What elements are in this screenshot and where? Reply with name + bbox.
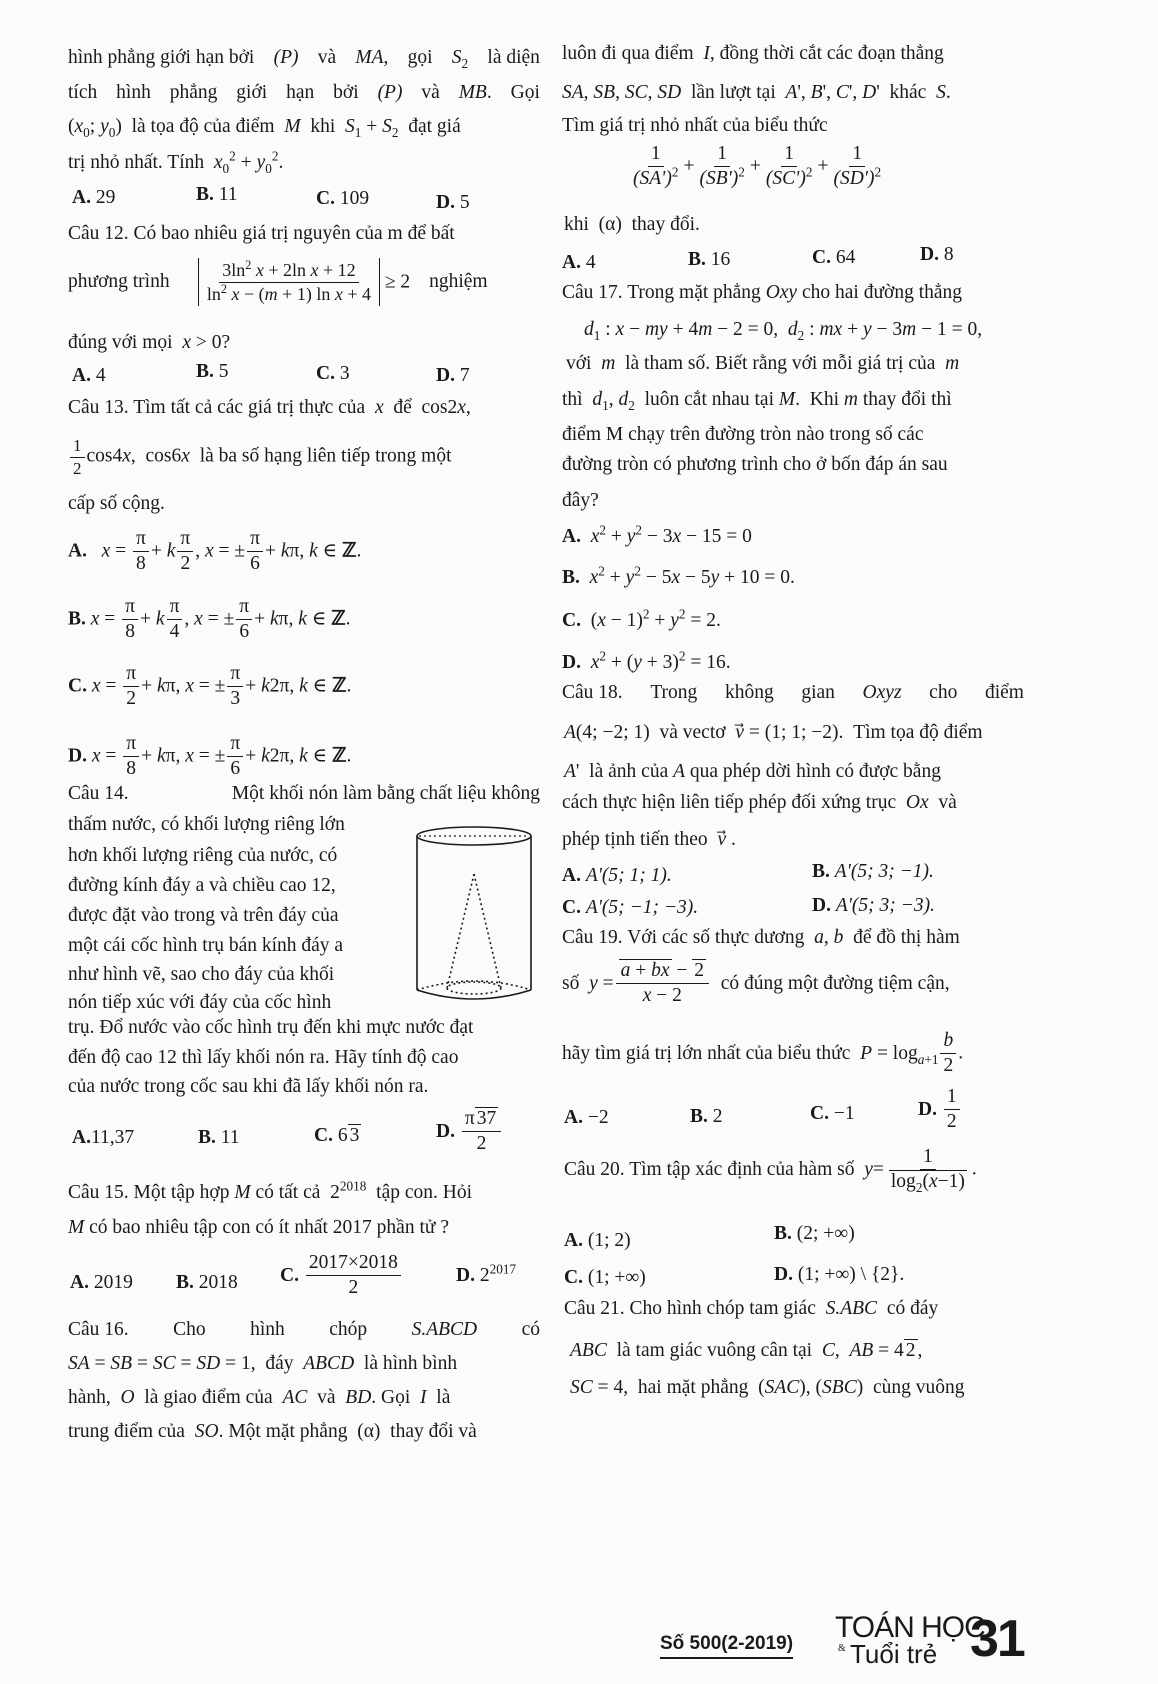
- q20-heading: Câu 20.: [564, 1159, 625, 1181]
- q13-option-b[interactable]: B. x = $\frac{\pi}{8}$ + k $\frac{\pi}{4}$ , x = ± $\frac{\pi}{6}$ + kπ, k ∈ ℤ.: [68, 596, 351, 643]
- q17-line-7: đây?: [562, 490, 599, 511]
- q18-line-5: phép tịnh tiến theo v⃗ .: [562, 829, 736, 850]
- q16-option-d[interactable]: D. 8: [920, 244, 954, 265]
- q14-line-5: được đặt vào trong và trên đáy của: [68, 905, 339, 926]
- q14-option-c[interactable]: C. 6 3: [314, 1125, 360, 1146]
- q16-line-3: hành, O là giao điểm của AC và BD. Gọi I là: [68, 1387, 451, 1408]
- cone-base: [447, 982, 501, 994]
- q17-option-b[interactable]: B. $x^2 + y^2 - 5x - 5y + 10 = 0$.: [562, 563, 795, 588]
- q18-line-3: A' là ảnh của A qua phép dời hình có được bằng: [564, 761, 941, 782]
- brand-ampersand: &: [838, 1643, 846, 1654]
- q18-option-b[interactable]: B. A'(5; 3; −1).: [812, 861, 934, 882]
- page-number: 31: [970, 1610, 1024, 1668]
- q16-heading: Câu 16.: [68, 1319, 129, 1340]
- q15-option-b[interactable]: B. 2018: [176, 1272, 238, 1293]
- q12-option-b[interactable]: B. 5: [196, 361, 229, 382]
- q17-line-4: thì $d_1$, $d_2$ luôn cắt nhau tại M. Khi m thay đổi thì: [562, 389, 952, 413]
- q15-option-a[interactable]: A. 2019: [70, 1272, 133, 1293]
- q16-tail-line-3: Tìm giá trị nhỏ nhất của biểu thức: [562, 115, 828, 136]
- q16-line-1: Câu 16. Cho hình chóp S.ABCD có: [68, 1319, 540, 1340]
- q20-option-c[interactable]: C. (1; +∞): [564, 1267, 646, 1288]
- page-footer: [660, 1610, 1120, 1675]
- issue-label: Số 500(2-2019): [660, 1633, 793, 1659]
- q13-option-a[interactable]: A. x = $\frac{\pi}{8}$ + k $\frac{\pi}{2}$ , x = ± $\frac{\pi}{6}$ + kπ, k ∈ ℤ.: [68, 528, 362, 575]
- q16-tail-line-1: luôn đi qua điểm I, đồng thời cắt các đoạn thẳng: [562, 43, 944, 64]
- q15-line-2: M có bao nhiêu tập con có ít nhất 2017 phần tử ?: [68, 1217, 449, 1238]
- q18-line-2: A(4; −2; 1) và vectơ v⃗ = (1; 1; −2). Tìm tọa độ điểm: [564, 722, 983, 743]
- q19-line-3: hãy tìm giá trị lớn nhất của biểu thức $P = \log_{a+1}$ $\frac{b}{2}$ .: [562, 1030, 964, 1077]
- cylinder-cone-figure: [412, 822, 536, 1014]
- cone-right-edge: [474, 874, 501, 988]
- q19-line-2: số y = $\frac{a + bx - 2}{x - 2}$ có đúng một đường tiệm cận,: [562, 960, 950, 1007]
- q19-option-b[interactable]: B. 2: [690, 1106, 723, 1127]
- q14-option-a[interactable]: A.11,37: [72, 1127, 135, 1148]
- q17-line-1: Câu 17. Trong mặt phẳng Oxy cho hai đường thẳng: [562, 282, 963, 303]
- q11-line-4: trị nhỏ nhất. Tính $x_0^2 + y_0^2$.: [68, 148, 284, 176]
- q12-option-a[interactable]: A. 4: [72, 365, 106, 386]
- q14-line-7: như hình vẽ, sao cho đáy của khối: [68, 964, 335, 985]
- q19-option-d[interactable]: D. $\frac{1}{2}$: [918, 1086, 962, 1134]
- q11-line-2: tích hình phẳng giới hạn bởi (P) và MB. Gọi: [68, 82, 540, 103]
- q16-expression: $\frac{1}{(SA')^2}$ + $\frac{1}{(SB')^2}$ + $\frac{1}{(SC')^2}$ + $\frac{1}{(SD')^2}$: [633, 143, 882, 190]
- q13-line-2: $\frac{1}{2}$ cos4x, cos6x là ba số hạng liên tiếp trong một: [68, 436, 452, 478]
- q18-line-1: Câu 18. Trong không gian Oxyz cho điểm: [562, 682, 1024, 703]
- q11-option-d[interactable]: D. 5: [436, 192, 470, 213]
- q20-option-d[interactable]: D. (1; +∞) \ {2}.: [774, 1264, 905, 1285]
- q14-line-9: trụ. Đổ nước vào cốc hình trụ đến khi mực nước đạt: [68, 1017, 474, 1038]
- q16-tail-line-2: SA, SB, SC, SD lần lượt tại A', B', C', D' khác S.: [562, 82, 951, 103]
- q16-tail-line-4: khi (α) thay đổi.: [564, 214, 700, 235]
- q19-option-a[interactable]: A. −2: [564, 1107, 609, 1128]
- q14-option-b[interactable]: B. 11: [198, 1127, 240, 1148]
- q15-option-d[interactable]: D. $2^{2017}$: [456, 1261, 517, 1286]
- q17-option-a[interactable]: A. $x^2 + y^2 - 3x - 15 = 0$: [562, 522, 752, 547]
- q12-option-d[interactable]: D. 7: [436, 365, 470, 386]
- q12-option-c[interactable]: C. 3: [316, 363, 350, 384]
- q21-line-3: SC = 4, hai mặt phẳng (SAC), (SBC) cùng vuông: [570, 1377, 965, 1398]
- brand-title: TOÁN HỌC: [835, 1611, 985, 1644]
- q17-option-c[interactable]: C. $(x - 1)^2 + y^2 = 2$.: [562, 606, 721, 631]
- q17-line-2: $d_1$ : x − my + 4m − 2 = 0, $d_2$ : mx + y − 3m − 1 = 0,: [584, 319, 983, 343]
- q14-heading: Câu 14.: [68, 783, 129, 804]
- q14-line-8: nón tiếp xúc với đáy của cốc hình: [68, 992, 332, 1013]
- q12-heading: Câu 12.: [68, 223, 129, 244]
- q17-heading: Câu 17.: [562, 282, 623, 303]
- q14-line-1: Câu 14. Một khối nón làm bằng chất liệu không: [68, 783, 540, 804]
- q19-option-c[interactable]: C. −1: [810, 1103, 855, 1124]
- q16-option-c[interactable]: C. 64: [812, 247, 856, 268]
- q20-line-1: Câu 20. Tìm tập xác định của hàm số y= $\frac{1}{\log_2(x-1)}$ .: [564, 1146, 977, 1196]
- q20-option-b[interactable]: B. (2; +∞): [774, 1223, 855, 1244]
- q11-option-c[interactable]: C. 109: [316, 188, 370, 209]
- q20-option-a[interactable]: A. (1; 2): [564, 1230, 631, 1251]
- q18-option-a[interactable]: A. A'(5; 1; 1).: [562, 865, 672, 886]
- q11-option-a[interactable]: A. 29: [72, 187, 116, 208]
- q14-line-11: của nước trong cốc sau khi đã lấy khối nón ra.: [68, 1076, 429, 1097]
- q13-option-c[interactable]: C. x = $\frac{\pi}{2}$ + kπ, x = ± $\frac{\pi}{3}$ + k2π, k ∈ ℤ.: [68, 663, 352, 710]
- q12-line-3: đúng với mọi x > 0?: [68, 332, 231, 353]
- q19-heading: Câu 19.: [562, 927, 623, 948]
- cone-left-edge: [447, 874, 474, 988]
- q14-line-10: đến độ cao 12 thì lấy khối nón ra. Hãy tính độ cao: [68, 1047, 459, 1068]
- q21-heading: Câu 21.: [564, 1298, 625, 1319]
- q13-option-d[interactable]: D. x = $\frac{\pi}{8}$ + kπ, x = ± $\frac{\pi}{6}$ + k2π, k ∈ ℤ.: [68, 733, 352, 780]
- q16-option-a[interactable]: A. 4: [562, 252, 596, 273]
- brand-subtitle: Tuổi trẻ: [850, 1639, 938, 1669]
- q14-option-d[interactable]: D. $\frac{\pi 37}{2}$: [436, 1108, 503, 1156]
- q17-option-d[interactable]: D. $x^2 + (y + 3)^2 = 16$.: [562, 648, 731, 673]
- q21-line-1: Câu 21. Cho hình chóp tam giác S.ABC có đáy: [564, 1298, 939, 1319]
- q13-line-3: cấp số cộng.: [68, 493, 165, 514]
- q15-heading: Câu 15.: [68, 1182, 129, 1203]
- q18-heading: Câu 18.: [562, 682, 623, 703]
- cylinder-bottom-front: [417, 990, 531, 999]
- q18-line-4: cách thực hiện liên tiếp phép đối xứng trục Ox và: [562, 792, 957, 813]
- q11-line-3: ($x_0$; $y_0$) là tọa độ của điểm M khi $S_1 + S_2$ đạt giá: [68, 116, 461, 140]
- q21-line-2: ABC là tam giác vuông cân tại C, AB = 4 2 ,: [570, 1340, 923, 1361]
- q13-line-1: Câu 13. Tìm tất cả các giá trị thực của x để cos2x,: [68, 397, 471, 418]
- q17-line-6: đường tròn có phương trình cho ở bốn đáp án sau: [562, 454, 948, 475]
- q18-option-d[interactable]: D. A'(5; 3; −3).: [812, 895, 935, 916]
- q16-line-4: trung điểm của SO. Một mặt phẳng (α) thay đổi và: [68, 1421, 477, 1442]
- q18-option-c[interactable]: C. A'(5; −1; −3).: [562, 897, 699, 918]
- q15-line-1: Câu 15. Một tập hợp M có tất cả $2^{2018}$ tập con. Hỏi: [68, 1178, 473, 1203]
- q19-line-1: Câu 19. Với các số thực dương a, b để đồ thị hàm: [562, 927, 960, 948]
- q14-line-6: một cái cốc hình trụ bán kính đáy a: [68, 935, 344, 956]
- q12-line-1: Câu 12. Có bao nhiêu giá trị nguyên của m để bất: [68, 223, 455, 244]
- q17-line-5: điểm M chạy trên đường tròn nào trong số các: [562, 424, 924, 445]
- q14-line-2: thấm nước, có khối lượng riêng lớn: [68, 814, 345, 835]
- q11-option-b[interactable]: B. 11: [196, 184, 238, 205]
- q11-line-1: hình phẳng giới hạn bởi (P) và MA, gọi $S_2$ là diện: [68, 47, 540, 71]
- q14-line-3: hơn khối lượng riêng của nước, có: [68, 845, 338, 866]
- q16-line-2: SA = SB = SC = SD = 1, đáy ABCD là hình bình: [68, 1353, 458, 1374]
- q14-line-4: đường kính đáy a và chiều cao 12,: [68, 875, 336, 896]
- q13-heading: Câu 13.: [68, 397, 129, 418]
- q12-line-2: phương trình $\frac{3\ln^2 x + 2\ln x + 12}{\ln^2 x - (m + 1) \ln x + 4}$ ≥ 2 nghiệm: [68, 258, 488, 306]
- q15-option-c[interactable]: C. $\frac{2017\times 2018}{2}$: [280, 1252, 403, 1300]
- q16-option-b[interactable]: B. 16: [688, 249, 731, 270]
- q17-line-3: với m là tham số. Biết rằng với mỗi giá trị của m: [566, 353, 960, 374]
